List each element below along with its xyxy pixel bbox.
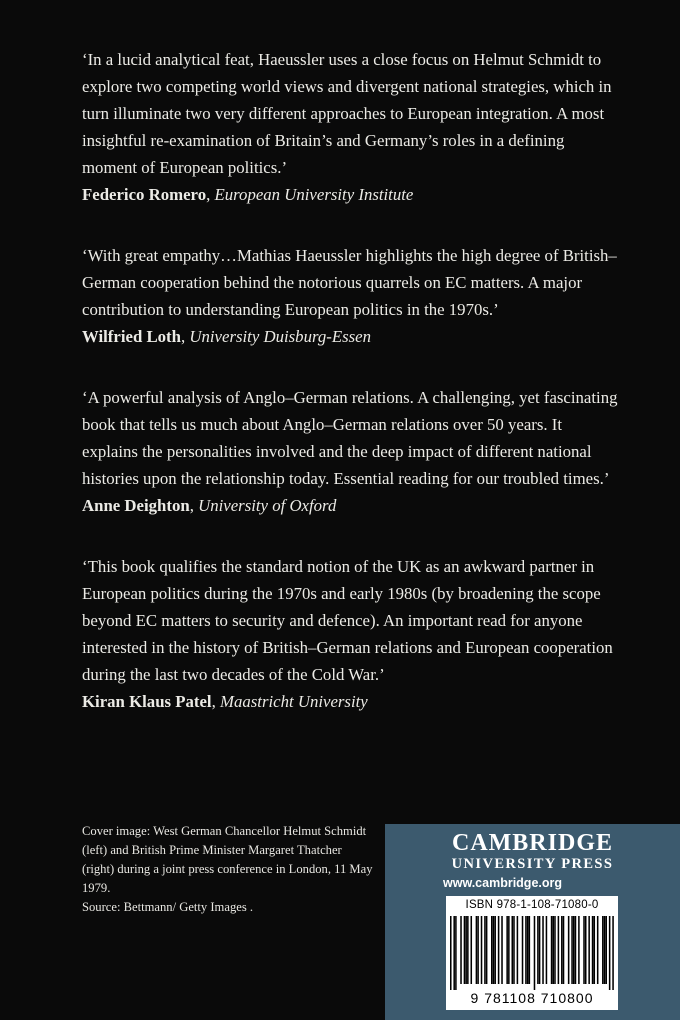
endorser-name: Wilfried Loth bbox=[82, 327, 181, 346]
endorser-affiliation: University Duisburg-Essen bbox=[189, 327, 371, 346]
barcode-bar bbox=[467, 916, 469, 984]
endorser-name: Anne Deighton bbox=[82, 496, 190, 515]
barcode-bar bbox=[481, 916, 483, 984]
barcode-bar bbox=[484, 916, 486, 984]
barcode-bar bbox=[539, 916, 541, 984]
barcode-bar bbox=[546, 916, 548, 984]
publisher-panel bbox=[385, 824, 680, 1020]
barcode-bar bbox=[491, 916, 493, 984]
barcode-bar bbox=[513, 916, 515, 984]
cambridge-logo bbox=[385, 830, 680, 872]
barcode-bar bbox=[551, 916, 553, 984]
barcode-bar bbox=[575, 916, 577, 984]
barcode-bar bbox=[605, 916, 607, 984]
barcode-bar bbox=[561, 916, 563, 984]
barcode-bar bbox=[453, 916, 455, 990]
endorser-name: Kiran Klaus Patel bbox=[82, 692, 212, 711]
barcode-bar bbox=[494, 916, 496, 984]
barcode-bar bbox=[527, 916, 529, 984]
endorsement-4 bbox=[82, 553, 622, 715]
endorser-affiliation: Maastricht University bbox=[219, 692, 368, 711]
publisher-website[interactable]: www.cambridge.org bbox=[443, 876, 563, 890]
endorser-name: Federico Romero bbox=[82, 185, 207, 204]
barcode-bar bbox=[554, 916, 556, 984]
barcode-bar bbox=[508, 916, 510, 984]
barcode-bar bbox=[585, 916, 587, 984]
endorsement-quote: ‘A powerful analysis of Anglo–German relations. A challenging, yet fascinating book that tells us much about Anglo–German relations over 50 years. It explains the personalities involved and the deep impact of different national histories upon the relationship today. Essential reading for our troubled times.’ bbox=[82, 388, 618, 488]
barcode-bar bbox=[553, 916, 555, 984]
barcode-bar bbox=[517, 916, 519, 984]
barcode-bar bbox=[477, 916, 479, 984]
endorsement-attribution: Anne Deighton, University of Oxford bbox=[82, 496, 337, 515]
barcode-bar bbox=[486, 916, 488, 984]
barcode-bar bbox=[465, 916, 467, 984]
barcode-bar bbox=[578, 916, 580, 984]
barcode-bar bbox=[450, 916, 452, 990]
endorsement-quote: ‘This book qualifies the standard notion of the UK as an awkward partner in European politics during the 1970s and early 1980s (by broadening the scope beyond EC matters to security and defence). An important read for anyone interested in the history of British–German relations and European cooperation during the last two decades of the Cold War.’ bbox=[82, 557, 613, 684]
endorsement-3 bbox=[82, 384, 622, 519]
caption-source: Source: Bettmann/ Getty Images . bbox=[82, 900, 254, 914]
barcode-bar bbox=[612, 916, 614, 990]
barcode-icon bbox=[450, 916, 614, 990]
barcode-bar bbox=[602, 916, 604, 984]
endorsements bbox=[82, 46, 622, 749]
isbn-label: ISBN 978-1-108-71080-0 bbox=[465, 899, 599, 911]
cover-image-caption bbox=[82, 822, 374, 917]
barcode-bar bbox=[604, 916, 606, 984]
barcode-bar bbox=[529, 916, 531, 984]
isbn-digits: 9 781108 710800 bbox=[470, 990, 594, 1006]
barcode-bar bbox=[588, 916, 590, 984]
endorsement-quote: ‘With great empathy…Mathias Haeussler highlights the high degree of British–German cooperation behind the notorious quarrels on EC matters. A major contribution to understanding European politics in the 1970s.’ bbox=[82, 246, 617, 319]
barcode-bar bbox=[563, 916, 565, 984]
barcode-bar bbox=[537, 916, 539, 984]
endorser-affiliation: University of Oxford bbox=[198, 496, 337, 515]
endorsement-1 bbox=[82, 46, 622, 208]
barcode-bar bbox=[471, 916, 473, 984]
barcode-bar bbox=[493, 916, 495, 984]
logo-name-top: CAMBRIDGE bbox=[451, 830, 613, 856]
endorser-affiliation: European University Institute bbox=[214, 185, 414, 204]
barcode-bar bbox=[501, 916, 503, 984]
barcode-bar bbox=[583, 916, 585, 984]
endorsement-attribution: Federico Romero, European University Institute bbox=[82, 185, 414, 204]
barcode-bar bbox=[609, 916, 611, 990]
caption-text: Cover image: West German Chancellor Helmut Schmidt (left) and British Prime Minister Margaret Thatcher (right) during a joint press conference in London, 11 May 1979. bbox=[82, 824, 373, 895]
barcode-bar bbox=[594, 916, 596, 984]
endorsement-attribution: Kiran Klaus Patel, Maastricht University bbox=[82, 692, 368, 711]
barcode-bar bbox=[464, 916, 466, 984]
barcode-bar bbox=[522, 916, 524, 984]
barcode-bar bbox=[525, 916, 527, 984]
barcode-bar bbox=[592, 916, 594, 984]
isbn-barcode-box bbox=[446, 896, 618, 1010]
barcode-bar bbox=[571, 916, 573, 984]
barcode-bar bbox=[460, 916, 462, 984]
barcode-bar bbox=[558, 916, 560, 984]
endorsement-2 bbox=[82, 242, 622, 350]
barcode-bar bbox=[568, 916, 570, 984]
logo-name-bottom: UNIVERSITY PRESS bbox=[451, 856, 614, 872]
barcode-bar bbox=[534, 916, 536, 990]
barcode-bar bbox=[512, 916, 514, 984]
barcode-bar bbox=[573, 916, 575, 984]
barcode-bar bbox=[498, 916, 500, 984]
barcode-bar bbox=[506, 916, 508, 984]
endorsement-attribution: Wilfried Loth, University Duisburg-Essen bbox=[82, 327, 371, 346]
barcode-bar bbox=[597, 916, 599, 984]
endorsement-quote: ‘In a lucid analytical feat, Haeussler uses a close focus on Helmut Schmidt to explore two competing world views and divergent national strategies, which in turn illuminate two very different approaches to European integration. A most insightful re-examination of Britain’s and Germany’s roles in a defining moment of European politics.’ bbox=[82, 50, 612, 177]
barcode-bar bbox=[542, 916, 544, 984]
barcode-bar bbox=[476, 916, 478, 984]
barcode-bar bbox=[455, 916, 457, 990]
